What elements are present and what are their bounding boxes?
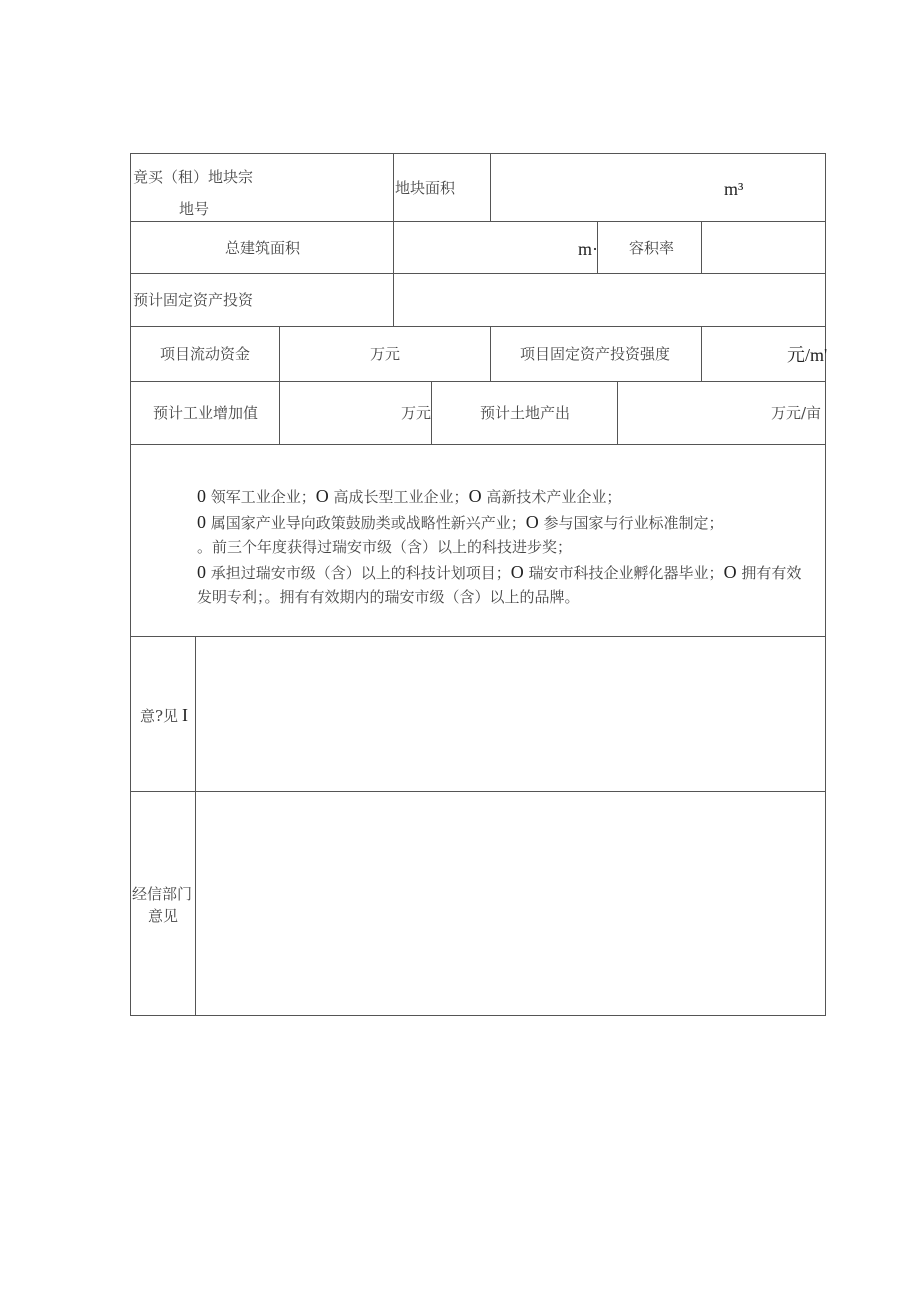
investment-intensity-label: 项目固定资产投资强度 [520, 345, 671, 363]
floor-area-ratio-label: 容积率 [629, 239, 675, 257]
option-label: 瑞安市科技企业孵化器毕业； [523, 563, 724, 582]
column-divider [490, 326, 491, 381]
economic-dept-opinion-label-cont: 意见 [148, 907, 179, 925]
column-divider [195, 636, 196, 1016]
investment-intensity-unit: 元/m' [787, 345, 828, 365]
row-divider [130, 326, 826, 327]
column-divider [617, 381, 618, 444]
gross-floor-area-label: 总建筑面积 [225, 239, 301, 257]
gross-floor-area-unit: m· [578, 239, 598, 259]
column-divider [490, 153, 491, 221]
option-checkbox[interactable]: 0 [197, 511, 206, 532]
option-label: 承担过瑞安市级（含）以上的科技计划项目； [206, 563, 511, 582]
row-divider [130, 273, 826, 274]
row-divider [130, 381, 826, 382]
working-capital-label: 项目流动资金 [160, 345, 251, 363]
option-checkbox[interactable]: O [468, 486, 482, 506]
options-line [197, 560, 801, 586]
column-divider [393, 221, 394, 273]
option-checkbox[interactable]: O [525, 511, 539, 532]
row-divider [130, 636, 826, 637]
option-label: 高新技术产业企业； [481, 488, 622, 506]
industrial-value-added-label: 预计工业增加值 [153, 404, 259, 422]
column-divider [701, 326, 702, 381]
column-divider [393, 153, 394, 221]
land-output-unit: 万元/亩 [771, 404, 822, 422]
option-checkbox[interactable]: O [723, 561, 737, 582]
option-label: 拥有有效 [736, 563, 802, 582]
industrial-value-added-unit: 万元 [401, 404, 432, 422]
option-label: 领军工业企业； [206, 488, 316, 506]
options-line [197, 510, 801, 536]
row-divider [130, 221, 826, 222]
options-line [197, 535, 801, 560]
option-label: 参与国家与行业标准制定； [538, 513, 724, 532]
parcel-number-label: 竟买（租）地块宗 [133, 168, 254, 186]
economic-dept-opinion-label: 经信部门 [132, 885, 193, 903]
option-checkbox[interactable]: 0 [197, 561, 206, 582]
opinion-label [140, 706, 188, 724]
row-divider [130, 444, 826, 445]
column-divider [279, 381, 280, 444]
land-output-label: 预计土地产出 [480, 404, 571, 422]
option-label: 属国家产业导向政策鼓励类或战略性新兴产业； [206, 513, 526, 532]
column-divider [431, 381, 432, 444]
options-line [197, 585, 801, 610]
enterprise-qualification-options [197, 484, 801, 610]
opinion-label-text: 意?见 [140, 707, 179, 725]
options-line [197, 484, 801, 510]
row-divider [130, 791, 826, 792]
parcel-area-label: 地块面积 [395, 179, 456, 197]
opinion-label-mark: I [182, 705, 189, 725]
column-divider [279, 326, 280, 381]
option-checkbox[interactable]: 0 [197, 486, 206, 506]
column-divider [393, 273, 394, 326]
fixed-asset-investment-label: 预计固定资产投资 [133, 291, 254, 309]
option-label: 。前三个年度获得过瑞安市级（含）以上的科技进步奖； [197, 538, 573, 556]
option-checkbox[interactable]: O [510, 561, 524, 582]
parcel-number-label-cont: 地号 [179, 200, 210, 218]
option-label: 发明专利；。拥有有效期内的瑞安市级（含）以上的品牌。 [197, 588, 580, 606]
parcel-area-unit: m³ [724, 179, 744, 199]
option-label: 高成长型工业企业； [328, 488, 469, 506]
option-checkbox[interactable]: O [315, 486, 329, 506]
working-capital-unit: 万元 [370, 345, 401, 363]
column-divider [701, 221, 702, 273]
